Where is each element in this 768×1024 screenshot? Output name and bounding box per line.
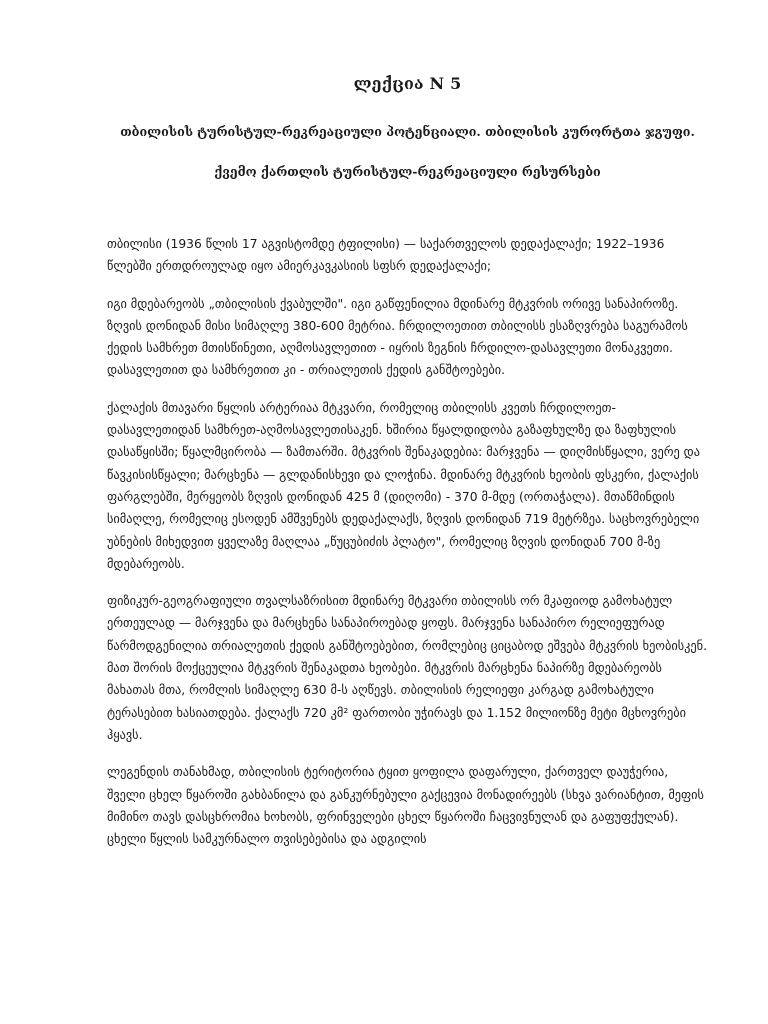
- paragraph-tbilisi-intro: თბილისი (1936 წლის 17 აგვისტომდე ტფილისი) — საქართველოს დედაქალაქი; 1922–1936 წლებში ერთდროულად იყო ამიერკავკასიის სფსრ დედაქალაქი;: [107, 237, 665, 274]
- paragraph-river-mtkvari: ქალაქის მთავარი წყლის არტერიაა მტკვარი, რომელიც თბილისს კვეთს ჩრდილოეთ-დასავლეთიდან სამხრეთ-აღმოსავლეთისაკენ. ხშირია წყალდიდობა გაზაფხულზე და ზაფხულის დასაწყისში; წყალმცირობა — ზამთარში. მტკვრის შენაკადებია: მარჯვენა — დიღმისწყალი, ვერე და წავკისისწყალი; მარცხენა — გლდანისხევი და ლოჭინა. მდინარე მტკვრის ხეობის ფსკერი, ქალაქის ფარგლებში, მერყეობს ზღვის დონიდან 425 მ (დიღომი) - 370 მ-მდე (ორთაჭალა). მთაწმინდის სიმაღლე, რომელიც ესოდენ ამშვენებს დედაქალაქს, ზღვის დონიდან 719 მეტრზეა. საცხოვრებელი უბნების მიხედვით ყველაზე მაღლაა „წუცუბიძის პლატო", რომელიც ზღვის დონიდან 700 მ-ზე მდებარეობს.: [107, 400, 700, 571]
- paragraph-legend: ლეგენდის თანახმად, თბილისის ტერიტორია ტყით ყოფილა დაფარული, ქართველ დაუჭერია, შველი ცხელ წყაროში გახბანილა და განკურნებული გაქცევია მონადირეებს (სხვა ვარიანტით, მეფის მიმინო თავს დასცხრომია ხოხობს, ფრინველები ცხელ წყაროში ჩაცვივნულან და გაფუფქულან). ცხელი წყლის სამკურნალო თვისებებისა და ადგილის: [107, 765, 704, 847]
- lecture-title: ლექცია N 5: [353, 74, 462, 93]
- paragraph-physical-geography: ფიზიკურ-გეოგრაფიული თვალსაზრისით მდინარე მტკვარი თბილისს ორ მკაფიოდ გამოხატულ ერთეულად — მარჯვენა და მარცხენა სანაპიროებად ყოფს. მარჯვენა სანაპირო რელიეფურად წარმოდგენილია თრიალეთის ქედის განშტოებებით, რომლებიც ციცაბოდ ეშვება მტკვრის ხეობისკენ. მათ შორის მოქცეულია მტკვრის შენაკადთა ხეობები. მტკვრის მარცხენა ნაპირზე მდებარეობს მახათას მთა, რომლის სიმაღლე 630 მ-ს აღწევს. თბილისის რელიეფი კარგად გამოხატული ტერასებით ხასიათდება. ქალაქს 720 კმ² ფართობი უჭირავს და 1.152 მილიონზე მეტი მცხოვრები ჰყავს.: [107, 594, 707, 742]
- body-text: [107, 233, 708, 850]
- subtitle-kvemo-kartli-resources: ქვემო ქართლის ტურისტულ-რეკრეაციული რესურსები: [214, 164, 601, 179]
- subtitle-tbilisi-potential: თბილისის ტურისტულ-რეკრეაციული პოტენციალი. თბილისის კურორტთა ჯგუფი.: [120, 124, 695, 139]
- paragraph-location: იგი მდებარეობს „თბილისის ქვაბულში". იგი გაწფენილია მდინარე მტკვრის ორივე სანაპიროზე. ზღვის დონიდან მისი სიმაღლე 380-600 მეტრია. ჩრდილოეთით თბილისს ესაზღვრება საგურამოს ქედის სამხრეთ მთისწინეთი, აღმოსავლეთით - იყრის ზეგნის ჩრდილო-დასავლეთი მონაკვეთი. დასავლეთით და სამხრეთით კი - თრიალეთის ქედის განშტოებები.: [107, 296, 688, 378]
